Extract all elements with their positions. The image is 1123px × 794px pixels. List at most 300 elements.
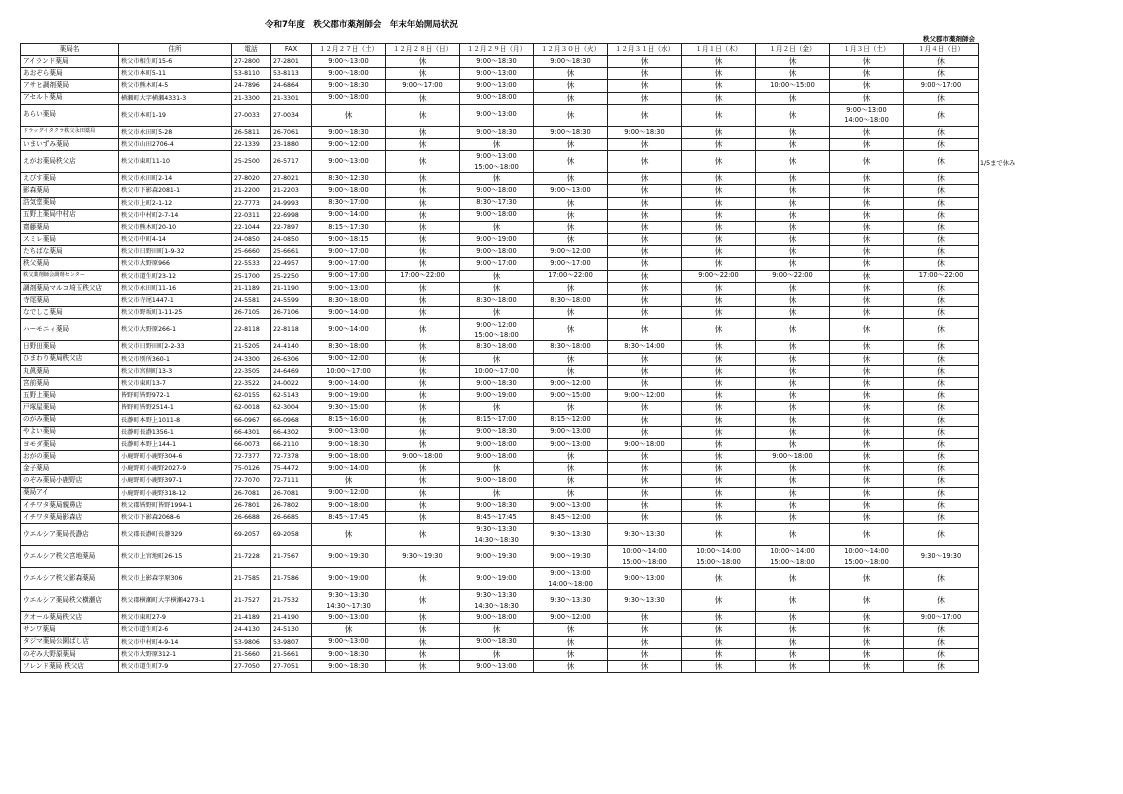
fax: 24-0850 (271, 234, 312, 246)
pharmacy-name: 宮前薬局 (21, 377, 119, 389)
hours-cell: 休 (534, 80, 608, 92)
table-row (21, 660, 979, 672)
phone: 21-5660 (232, 648, 271, 660)
column-header: FAX (271, 44, 312, 56)
phone: 21-1189 (232, 282, 271, 294)
hours-cell: 9:00～18:30 (534, 126, 608, 138)
hours-cell: 休 (682, 151, 756, 173)
table-row (21, 307, 979, 319)
hours-cell: 休 (386, 648, 460, 660)
hours-cell: 10:00～14:00 15:00～18:00 (756, 546, 830, 568)
hours-cell: 9:00～13:00 (312, 636, 386, 648)
hours-cell: 9:00～18:00 (460, 185, 534, 197)
hours-cell: 8:30～18:00 (460, 341, 534, 353)
hours-cell: 休 (608, 487, 682, 499)
address: 秩父市日野田町2-2-33 (119, 341, 232, 353)
hours-cell: 9:00～14:00 (312, 209, 386, 221)
address: 秩父市大野原266-1 (119, 319, 232, 341)
fax: 22-4957 (271, 258, 312, 270)
hours-cell: 9:00～13:00 15:00～18:00 (460, 151, 534, 173)
hours-cell: 9:00～18:30 (460, 426, 534, 438)
hours-cell: 9:30～13:30 (608, 524, 682, 546)
table-row (21, 636, 979, 648)
address: 秩父市永田町2-14 (119, 173, 232, 185)
pharmacy-name: アイランド薬局 (21, 56, 119, 68)
pharmacy-name: 影森薬局 (21, 185, 119, 197)
hours-cell: 休 (904, 402, 979, 414)
hours-cell: 休 (904, 451, 979, 463)
hours-cell: 休 (608, 295, 682, 307)
hours-cell: 休 (682, 463, 756, 475)
address: 秩父市中村町2-7-14 (119, 209, 232, 221)
hours-cell: 休 (830, 648, 904, 660)
table-row (21, 246, 979, 258)
column-header: １月２日（金） (756, 44, 830, 56)
hours-cell: 休 (534, 402, 608, 414)
fax: 24-6469 (271, 365, 312, 377)
hours-cell: 休 (904, 414, 979, 426)
phone: 22-8118 (232, 319, 271, 341)
hours-cell: 休 (608, 512, 682, 524)
hours-cell: 9:00～22:00 (682, 270, 756, 282)
fax: 24-6864 (271, 80, 312, 92)
hours-cell: 休 (682, 92, 756, 104)
table-row (21, 546, 979, 568)
hours-cell: 9:00～18:00 (312, 451, 386, 463)
pharmacy-name: ドラッグイタクラ秩父永田薬局 (21, 126, 119, 138)
phone: 21-7527 (232, 590, 271, 612)
phone: 26-5811 (232, 126, 271, 138)
fax: 21-7586 (271, 568, 312, 590)
hours-cell: 休 (534, 487, 608, 499)
table-row (21, 221, 979, 233)
hours-cell: 9:00～19:00 (460, 390, 534, 402)
hours-cell: 休 (608, 104, 682, 126)
hours-cell: 休 (386, 463, 460, 475)
hours-cell: 9:00～19:30 (312, 546, 386, 568)
hours-cell: 休 (830, 197, 904, 209)
table-row (21, 319, 979, 341)
phone: 24-4130 (232, 624, 271, 636)
fax: 22-8118 (271, 319, 312, 341)
hours-cell: 休 (830, 487, 904, 499)
hours-cell: 9:00～13:00 (312, 151, 386, 173)
hours-cell: 休 (830, 499, 904, 511)
hours-cell: 休 (386, 624, 460, 636)
hours-cell: 休 (904, 126, 979, 138)
pharmacy-name: タジマ薬局公園ばし店 (21, 636, 119, 648)
column-header: １２月２９日（月） (460, 44, 534, 56)
hours-cell: 9:00～12:00 (534, 377, 608, 389)
hours-cell: 休 (682, 475, 756, 487)
hours-cell: 9:00～13:00 (608, 568, 682, 590)
hours-cell: 休 (386, 234, 460, 246)
fax: 24-4140 (271, 341, 312, 353)
address: 秩父市東町27-9 (119, 612, 232, 624)
opening-schedule-table (20, 43, 979, 673)
hours-cell: 9:00～18:30 (534, 56, 608, 68)
hours-cell: 休 (386, 612, 460, 624)
hours-cell: 休 (386, 104, 460, 126)
hours-cell: 休 (608, 426, 682, 438)
hours-cell: 9:00～13:00 (534, 185, 608, 197)
page-title: 令和7年度 秩父郡市薬剤師会 年末年始開局状況 (265, 20, 458, 30)
hours-cell: 休 (682, 377, 756, 389)
column-header: 電話 (232, 44, 271, 56)
hours-cell: 休 (830, 319, 904, 341)
hours-cell: 休 (904, 295, 979, 307)
address: 秩父市上宮地町26-15 (119, 546, 232, 568)
phone: 66-0967 (232, 414, 271, 426)
pharmacy-name: ひまわり薬局秩父店 (21, 353, 119, 365)
hours-cell: 9:00～17:00 (312, 258, 386, 270)
table-row (21, 341, 979, 353)
hours-cell: 休 (386, 524, 460, 546)
pharmacy-name: ウエルシア薬局長瀞店 (21, 524, 119, 546)
hours-cell: 8:30～14:00 (608, 341, 682, 353)
hours-cell: 休 (608, 92, 682, 104)
hours-cell: 休 (682, 209, 756, 221)
hours-cell: 休 (830, 512, 904, 524)
hours-cell: 休 (682, 438, 756, 450)
phone: 26-7081 (232, 487, 271, 499)
column-header: 住所 (119, 44, 232, 56)
hours-cell: 9:00～18:00 (460, 475, 534, 487)
table-row (21, 487, 979, 499)
hours-cell: 休 (682, 636, 756, 648)
pharmacy-name: フレンド薬局 秩父店 (21, 660, 119, 672)
hours-cell: 9:00～12:00 (312, 487, 386, 499)
hours-cell: 9:00～18:00 (312, 68, 386, 80)
hours-cell: 休 (682, 258, 756, 270)
pharmacy-name: ウエルシア薬局秩父横瀬店 (21, 590, 119, 612)
fax: 53-8113 (271, 68, 312, 80)
phone: 27-7050 (232, 660, 271, 672)
hours-cell: 休 (534, 92, 608, 104)
hours-cell: 休 (756, 365, 830, 377)
fax: 53-9807 (271, 636, 312, 648)
pharmacy-name: 日野田薬局 (21, 341, 119, 353)
hours-cell: 休 (386, 185, 460, 197)
fax: 22-6998 (271, 209, 312, 221)
table-row (21, 92, 979, 104)
hours-cell: 休 (460, 282, 534, 294)
pharmacy-name: おがの薬局 (21, 451, 119, 463)
hours-cell: 休 (608, 221, 682, 233)
address: 秩父市本町5-11 (119, 68, 232, 80)
hours-cell: 休 (756, 341, 830, 353)
phone: 26-7801 (232, 499, 271, 511)
hours-cell: 9:00～17:00 (534, 258, 608, 270)
address: 秩父市山田2706-4 (119, 138, 232, 150)
hours-cell: 休 (608, 463, 682, 475)
hours-cell: 9:00～19:00 (312, 568, 386, 590)
hours-cell: 休 (756, 487, 830, 499)
table-row (21, 475, 979, 487)
hours-cell: 休 (682, 104, 756, 126)
hours-cell: 9:00～17:00 (312, 270, 386, 282)
hours-cell: 休 (682, 624, 756, 636)
hours-cell: 8:15～17:00 (460, 414, 534, 426)
hours-cell: 休 (608, 451, 682, 463)
hours-cell: 休 (534, 138, 608, 150)
fax: 69-2058 (271, 524, 312, 546)
table-row (21, 151, 979, 173)
hours-cell: 休 (682, 451, 756, 463)
hours-cell: 休 (830, 590, 904, 612)
hours-cell: 休 (312, 104, 386, 126)
hours-cell: 休 (756, 151, 830, 173)
hours-cell: 休 (312, 475, 386, 487)
address: 秩父市下影森2081-1 (119, 185, 232, 197)
hours-cell: 休 (904, 568, 979, 590)
hours-cell: 休 (682, 138, 756, 150)
hours-cell: 休 (756, 282, 830, 294)
phone: 22-7773 (232, 197, 271, 209)
table-row (21, 295, 979, 307)
hours-cell: 休 (608, 234, 682, 246)
hours-cell: 休 (756, 221, 830, 233)
hours-cell: 休 (904, 307, 979, 319)
hours-cell: 休 (756, 197, 830, 209)
phone: 25-1700 (232, 270, 271, 282)
hours-cell: 9:00～13:00 14:00～18:00 (534, 568, 608, 590)
hours-cell: 休 (756, 92, 830, 104)
address: 秩父市相生町15-6 (119, 56, 232, 68)
hours-cell: 休 (682, 307, 756, 319)
hours-cell: 休 (904, 104, 979, 126)
hours-cell: 休 (904, 463, 979, 475)
hours-cell: 休 (534, 365, 608, 377)
hours-cell: 休 (386, 138, 460, 150)
phone: 27-0033 (232, 104, 271, 126)
table-row (21, 68, 979, 80)
phone: 22-1339 (232, 138, 271, 150)
hours-cell: 休 (386, 282, 460, 294)
column-header: １月３日（土） (830, 44, 904, 56)
hours-cell: 休 (756, 234, 830, 246)
hours-cell: 休 (534, 624, 608, 636)
fax: 21-2203 (271, 185, 312, 197)
pharmacy-name: 齋藤薬局 (21, 221, 119, 233)
hours-cell: 休 (386, 246, 460, 258)
hours-cell: 休 (830, 270, 904, 282)
hours-cell: 休 (830, 568, 904, 590)
column-header: １２月２７日（土） (312, 44, 386, 56)
hours-cell: 休 (756, 463, 830, 475)
fax: 24-5599 (271, 295, 312, 307)
hours-cell: 休 (756, 499, 830, 511)
address: 秩父市宮側町13-3 (119, 365, 232, 377)
pharmacy-name: いまいずみ薬局 (21, 138, 119, 150)
hours-cell: 休 (756, 126, 830, 138)
hours-cell: 休 (460, 270, 534, 282)
hours-cell: 休 (386, 258, 460, 270)
hours-cell: 休 (756, 104, 830, 126)
hours-cell: 休 (756, 648, 830, 660)
hours-cell: 休 (830, 341, 904, 353)
hours-cell: 9:00～13:00 (312, 426, 386, 438)
hours-cell: 休 (386, 197, 460, 209)
hours-cell: 休 (386, 402, 460, 414)
fax: 21-3301 (271, 92, 312, 104)
hours-cell: 休 (904, 390, 979, 402)
address: 秩父市日野田町1-9-32 (119, 246, 232, 258)
hours-cell: 休 (608, 402, 682, 414)
hours-cell: 休 (386, 426, 460, 438)
hours-cell: 9:00～18:30 (312, 648, 386, 660)
hours-cell: 休 (756, 68, 830, 80)
hours-cell: 9:00～18:00 (460, 92, 534, 104)
phone: 72-7377 (232, 451, 271, 463)
hours-cell: 休 (682, 402, 756, 414)
hours-cell: 休 (756, 390, 830, 402)
hours-cell: 休 (534, 68, 608, 80)
hours-cell: 9:00～18:00 (608, 438, 682, 450)
pharmacy-name: アセルト薬局 (21, 92, 119, 104)
hours-cell: 休 (830, 377, 904, 389)
table-row (21, 185, 979, 197)
hours-cell: 休 (460, 648, 534, 660)
hours-cell: 休 (904, 92, 979, 104)
hours-cell: 休 (830, 138, 904, 150)
table-row (21, 426, 979, 438)
table-row (21, 282, 979, 294)
hours-cell: 9:00～19:30 (460, 546, 534, 568)
hours-cell: 休 (756, 209, 830, 221)
hours-cell: 休 (534, 197, 608, 209)
hours-cell: 休 (386, 590, 460, 612)
hours-cell: 9:30～13:30 (534, 590, 608, 612)
hours-cell: 10:00～14:00 15:00～18:00 (830, 546, 904, 568)
table-row (21, 568, 979, 590)
phone: 53-8110 (232, 68, 271, 80)
hours-cell: 9:00～14:00 (312, 377, 386, 389)
hours-cell: 8:45～17:45 (312, 512, 386, 524)
hours-cell: 休 (534, 475, 608, 487)
address: 秩父市道生町2-6 (119, 624, 232, 636)
hours-cell: 休 (904, 185, 979, 197)
hours-cell: 9:00～14:00 (312, 463, 386, 475)
hours-cell: 休 (904, 209, 979, 221)
hours-cell: 休 (904, 426, 979, 438)
pharmacy-name: のぞみ薬局小鹿野店 (21, 475, 119, 487)
table-row (21, 438, 979, 450)
hours-cell: 休 (386, 636, 460, 648)
address: 秩父市熊木町4-5 (119, 80, 232, 92)
hours-cell: 休 (534, 353, 608, 365)
hours-cell: 休 (756, 660, 830, 672)
hours-cell: 9:00～15:00 (534, 390, 608, 402)
hours-cell: 8:30～18:00 (312, 341, 386, 353)
pharmacy-name: 丸眞薬局 (21, 365, 119, 377)
phone: 24-7896 (232, 80, 271, 92)
hours-cell: 休 (460, 487, 534, 499)
hours-cell: 休 (830, 80, 904, 92)
pharmacy-name: サンワ薬局 (21, 624, 119, 636)
phone: 21-3300 (232, 92, 271, 104)
hours-cell: 休 (904, 590, 979, 612)
hours-cell: 9:00～17:00 (312, 246, 386, 258)
hours-cell: 休 (830, 234, 904, 246)
fax: 25-2250 (271, 270, 312, 282)
column-header: 薬局名 (21, 44, 119, 56)
hours-cell: 休 (608, 648, 682, 660)
hours-cell: 休 (608, 353, 682, 365)
hours-cell: 9:00～13:00 (534, 499, 608, 511)
hours-cell: 9:00～22:00 (756, 270, 830, 282)
pharmacy-name: えびす薬局 (21, 173, 119, 185)
fax: 21-7532 (271, 590, 312, 612)
hours-cell: 休 (682, 295, 756, 307)
hours-cell: 休 (682, 660, 756, 672)
hours-cell: 休 (460, 138, 534, 150)
fax: 26-5717 (271, 151, 312, 173)
column-header: １２月３１日（水） (608, 44, 682, 56)
phone: 22-1044 (232, 221, 271, 233)
hours-cell: 休 (904, 475, 979, 487)
fax: 66-4302 (271, 426, 312, 438)
hours-cell: 9:00～12:00 (608, 390, 682, 402)
table-row (21, 390, 979, 402)
pharmacy-name: ハーモニィ薬局 (21, 319, 119, 341)
address: 秩父市東町11-10 (119, 151, 232, 173)
hours-cell: 休 (608, 319, 682, 341)
hours-cell: 9:00～17:00 (386, 80, 460, 92)
hours-cell: 8:30～18:00 (534, 295, 608, 307)
hours-cell: 休 (608, 258, 682, 270)
hours-cell: 休 (756, 295, 830, 307)
table-row (21, 624, 979, 636)
hours-cell: 休 (608, 185, 682, 197)
hours-cell: 休 (608, 173, 682, 185)
hours-cell: 休 (386, 353, 460, 365)
address: 秩父市大野原966 (119, 258, 232, 270)
pharmacy-name: ウエルシア秩父影森薬局 (21, 568, 119, 590)
address: 秩父市下影森2068-6 (119, 512, 232, 524)
fax: 62-5143 (271, 390, 312, 402)
hours-cell: 9:00～12:00 (534, 612, 608, 624)
phone: 25-2500 (232, 151, 271, 173)
hours-cell: 休 (386, 56, 460, 68)
fax: 26-7802 (271, 499, 312, 511)
hours-cell: 休 (386, 126, 460, 138)
hours-cell: 休 (608, 80, 682, 92)
hours-cell: 休 (386, 68, 460, 80)
hours-cell: 9:00～18:30 (312, 438, 386, 450)
hours-cell: 9:00～13:00 (460, 80, 534, 92)
phone: 26-6688 (232, 512, 271, 524)
hours-cell: 休 (904, 197, 979, 209)
hours-cell: 休 (608, 475, 682, 487)
pharmacy-name: のがみ薬局 (21, 414, 119, 426)
hours-cell: 休 (904, 68, 979, 80)
hours-cell: 休 (608, 660, 682, 672)
hours-cell: 休 (460, 402, 534, 414)
address: 小鹿野町小鹿野304-6 (119, 451, 232, 463)
hours-cell: 休 (534, 282, 608, 294)
hours-cell: 休 (904, 173, 979, 185)
hours-cell: 9:30～19:30 (904, 546, 979, 568)
table-row (21, 353, 979, 365)
hours-cell: 休 (608, 209, 682, 221)
fax: 27-7051 (271, 660, 312, 672)
hours-cell: 休 (682, 390, 756, 402)
hours-cell: 9:00～18:30 (460, 377, 534, 389)
column-header: １２月３０日（火） (534, 44, 608, 56)
address: 秩父郡長瀞町長瀞329 (119, 524, 232, 546)
hours-cell: 9:00～13:00 (460, 68, 534, 80)
